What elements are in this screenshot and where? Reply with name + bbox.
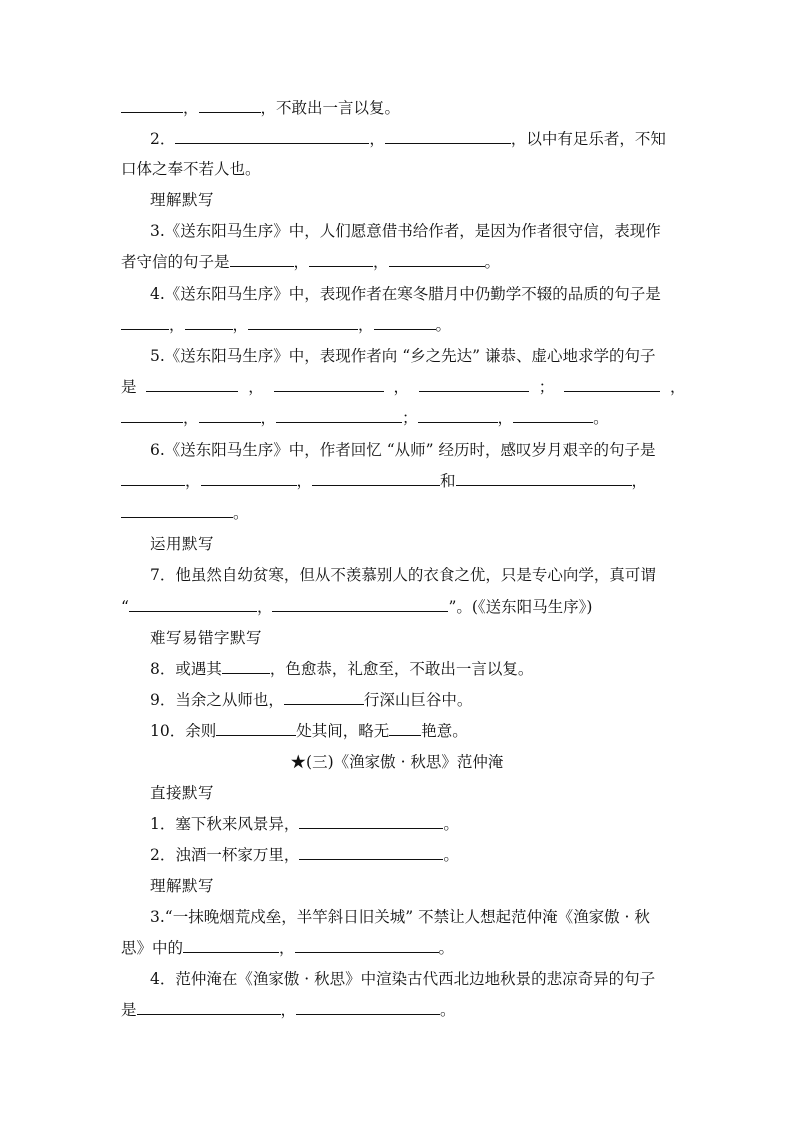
answer-blank[interactable] bbox=[201, 470, 297, 486]
answer-blank[interactable] bbox=[389, 720, 421, 736]
answer-blank[interactable] bbox=[129, 596, 257, 612]
answer-blank[interactable] bbox=[248, 314, 358, 330]
answer-blank[interactable] bbox=[564, 376, 660, 392]
answer-blank[interactable] bbox=[276, 407, 402, 423]
answer-blank[interactable] bbox=[199, 97, 261, 113]
poem-question-4: 4．范仲淹在《渔家傲 · 秋思》中渲染古代西北边地秋景的悲凉奇异的句子 bbox=[150, 970, 656, 988]
answer-blank[interactable] bbox=[199, 407, 261, 423]
section-heading-understanding-2: 理解默写 bbox=[150, 877, 215, 895]
answer-blank[interactable] bbox=[274, 376, 384, 392]
question-6-cont-2: 。 bbox=[121, 502, 249, 524]
poem-question-3-cont: 思》中的 ， 。 bbox=[121, 939, 455, 957]
answer-blank[interactable] bbox=[121, 502, 233, 518]
answer-blank[interactable] bbox=[418, 407, 498, 423]
question-4-cont: ， ， ， 。 bbox=[121, 314, 451, 336]
question-3-cont: 者守信的句子是 ， ， 。 bbox=[121, 253, 501, 271]
answer-blank[interactable] bbox=[272, 596, 448, 612]
answer-blank[interactable] bbox=[385, 128, 511, 144]
section-heading-application: 运用默写 bbox=[150, 535, 215, 553]
poem-question-2: 2．浊酒一杯家万里， 。 bbox=[150, 846, 459, 864]
question-10: 10．余则 处其间，略无 艳意。 bbox=[150, 722, 468, 740]
answer-blank[interactable] bbox=[146, 376, 238, 392]
answer-blank[interactable] bbox=[456, 470, 632, 486]
section-title: ★(三)《渔家傲 · 秋思》范仲淹 bbox=[290, 753, 504, 771]
question-7-cont: “ ， ”。(《送东阳马生序》) bbox=[121, 598, 593, 616]
answer-blank[interactable] bbox=[295, 937, 439, 953]
answer-blank[interactable] bbox=[121, 97, 183, 113]
section-heading-direct: 直接默写 bbox=[150, 784, 215, 802]
answer-blank[interactable] bbox=[121, 314, 169, 330]
answer-blank[interactable] bbox=[175, 128, 369, 144]
question-6: 6.《送东阳马生序》中，作者回忆 “从师” 经历时，感叹岁月艰辛的句子是 bbox=[150, 441, 656, 459]
answer-blank[interactable] bbox=[230, 251, 294, 267]
question-4: 4.《送东阳马生序》中，表现作者在寒冬腊月中仍勤学不辍的品质的句子是 bbox=[150, 285, 661, 303]
answer-blank[interactable] bbox=[121, 470, 185, 486]
answer-blank[interactable] bbox=[389, 251, 485, 267]
poem-question-4-cont: 是 ， 。 bbox=[121, 1001, 456, 1019]
answer-blank[interactable] bbox=[121, 407, 183, 423]
section-heading-understanding: 理解默写 bbox=[150, 191, 215, 209]
section-heading-error-prone: 难写易错字默写 bbox=[150, 629, 263, 647]
question-5-cont-2: ， ， ； ， 。 bbox=[121, 407, 609, 429]
answer-blank[interactable] bbox=[185, 314, 233, 330]
answer-blank[interactable] bbox=[299, 813, 443, 829]
answer-blank[interactable] bbox=[374, 314, 436, 330]
answer-blank[interactable] bbox=[312, 470, 440, 486]
question-3: 3.《送东阳马生序》中，人们愿意借书给作者，是因为作者很守信，表现作 bbox=[150, 222, 661, 240]
question-5: 5.《送东阳马生序》中，表现作者向 “乡之先达” 谦恭、虚心地求学的句子 bbox=[150, 347, 656, 365]
question-8: 8．或遇其 ，色愈恭，礼愈至，不敢出一言以复。 bbox=[150, 660, 534, 678]
answer-blank[interactable] bbox=[222, 658, 270, 674]
question-6-cont: ， ， 和 ， bbox=[121, 470, 647, 492]
answer-blank[interactable] bbox=[183, 937, 279, 953]
question-7: 7．他虽然自幼贫寒，但从不羡慕别人的衣食之优，只是专心向学，真可谓 bbox=[150, 566, 656, 584]
question-2-cont: 口体之奉不若人也。 bbox=[121, 160, 261, 178]
answer-blank[interactable] bbox=[513, 407, 593, 423]
fill-in-line: ， ，不敢出一言以复。 bbox=[121, 97, 400, 119]
answer-blank[interactable] bbox=[309, 251, 373, 267]
answer-blank[interactable] bbox=[419, 376, 529, 392]
answer-blank[interactable] bbox=[216, 720, 296, 736]
question-9: 9．当余之从师也， 行深山巨谷中。 bbox=[150, 691, 473, 709]
answer-blank[interactable] bbox=[137, 999, 281, 1015]
answer-blank[interactable] bbox=[284, 689, 364, 705]
question-2: 2． ， ，以中有足乐者，不知 bbox=[150, 130, 666, 148]
poem-question-1: 1．塞下秋来风景异， 。 bbox=[150, 815, 459, 833]
answer-blank[interactable] bbox=[296, 999, 440, 1015]
answer-blank[interactable] bbox=[299, 844, 443, 860]
poem-question-3: 3.“一抹晚烟荒戍垒，半竿斜日旧关城” 不禁让人想起范仲淹《渔家傲 · 秋 bbox=[150, 908, 650, 926]
question-5-cont: 是 ， ， ； ， bbox=[121, 378, 686, 396]
